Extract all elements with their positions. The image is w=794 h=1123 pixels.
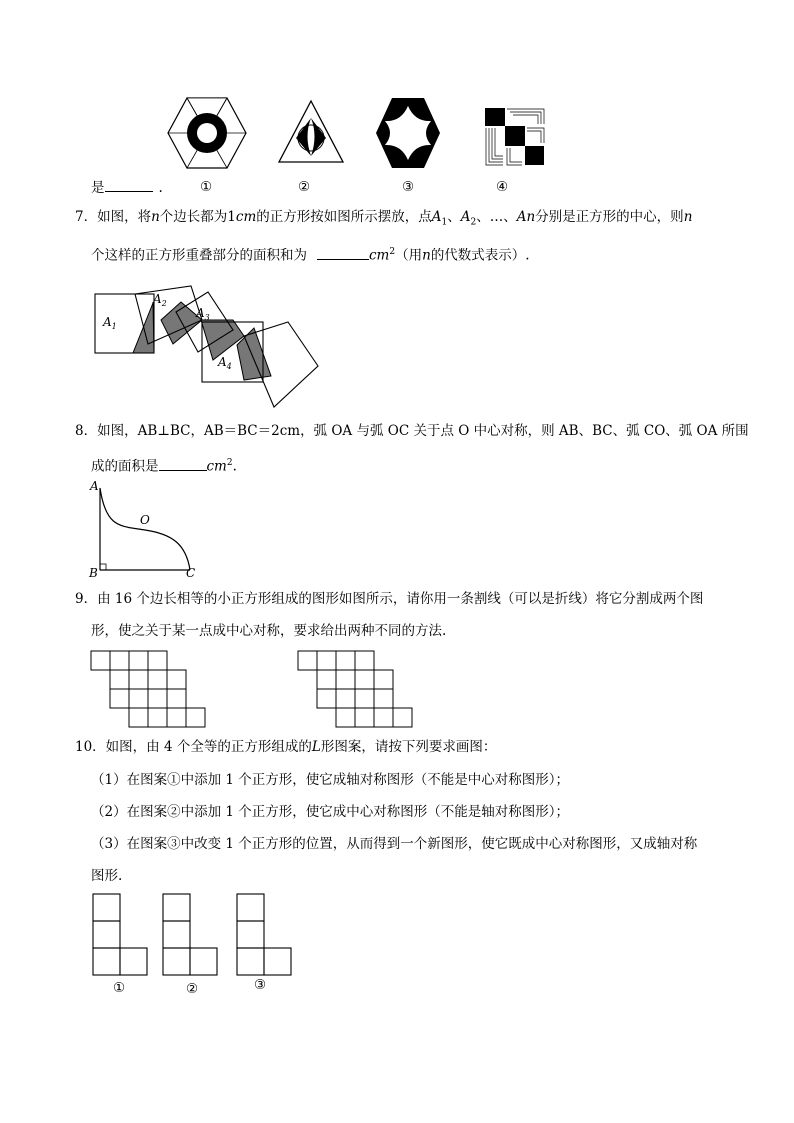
q7-text-b: 个边长都为: [159, 209, 228, 225]
q6-label-1: ①: [200, 179, 213, 195]
q7-unit-len: 1: [227, 209, 236, 225]
q10-letter-l: L: [311, 739, 321, 755]
q7-figure: [90, 280, 330, 410]
q6-label-4: ④: [496, 179, 509, 195]
q8-text-b: .: [232, 458, 237, 475]
q6-figure-3: [375, 96, 441, 170]
q8-label-b: B: [89, 566, 98, 580]
q7-label-a4: $A_4$: [218, 355, 232, 371]
q6-answer-line: [91, 177, 163, 198]
q7-label-a1: $A_1$: [103, 315, 117, 331]
q10-text-b: 形图案，请按下列要求画图：: [320, 739, 497, 755]
q10-item3: （3）在图案③中改变 1 个正方形的位置，从而得到一个新图形，使它既成中心对称图形，又成轴对称: [91, 836, 698, 852]
q8-sup: 2: [226, 458, 233, 468]
q10-figure-1: [92, 893, 150, 977]
q7-sup: 2: [389, 247, 396, 257]
q10-label-3: ③: [254, 977, 267, 993]
q7-var-n: n: [151, 209, 160, 225]
q10-label-2: ②: [186, 981, 199, 997]
q10-figure-2: [162, 893, 220, 977]
q10-line1: [75, 737, 496, 757]
q7-line2: [91, 242, 530, 266]
q8-blank[interactable]: [159, 456, 207, 471]
q7-text-h: 的代数式表示）.: [430, 247, 530, 264]
q7-label-a3: $A_3$: [196, 306, 210, 322]
q7-text-e: 分别是正方形的中心，则: [535, 209, 684, 225]
q7-point-a2: A: [460, 209, 471, 225]
q6-figure-1: [167, 97, 247, 169]
q8-figure: [88, 478, 208, 578]
q9-line2: 形，使之关于某一点成中心对称，要求给出两种不同的方法.: [91, 623, 447, 639]
q8-text-a: 成的面积是: [91, 458, 159, 475]
q8-label-c: C: [186, 566, 196, 580]
q7-var-n2: n: [683, 209, 693, 225]
q6-figure-4: [484, 107, 546, 167]
q7-text-c: 的正方形按如图所示摆放，点: [256, 209, 432, 225]
q6-figure-2: [278, 100, 344, 164]
q7-blank[interactable]: [317, 245, 369, 260]
q6-label-3: ③: [402, 179, 415, 195]
q8-line1: 8．如图，AB⊥BC，AB＝BC＝2cm，弧 OA 与弧 OC 关于点 O 中心对称，则 AB、BC、弧 CO、弧 OA 所围: [75, 423, 749, 439]
q6-prefix: 是: [91, 180, 105, 196]
q6-suffix: .: [158, 180, 163, 196]
q7-text-a: 7．如图，将: [75, 209, 152, 225]
q7-area-unit: cm: [369, 247, 390, 264]
q8-label-a: A: [90, 479, 99, 493]
q7-text-d: 、…、: [476, 209, 517, 225]
q7-unit-cm: cm: [235, 209, 257, 225]
q7-sub1: 1: [441, 217, 448, 228]
q9-grid-left: [90, 650, 208, 728]
q9-line1: 9．由 16 个边长相等的小正方形组成的图形如图所示，请你用一条割线（可以是折线）将它分割成两个图: [75, 591, 704, 607]
q7-point-an: An: [516, 209, 536, 225]
q10-item2: （2）在图案②中添加 1 个正方形，使它成中心对称图形（不能是轴对称图形）；: [91, 804, 570, 820]
q6-blank[interactable]: [105, 177, 153, 192]
q10-figure-3: [236, 893, 294, 977]
q7-text-f: 个这样的正方形重叠部分的面积和为: [91, 247, 307, 264]
q7-line1: [75, 207, 692, 233]
q7-label-a2: $A_2$: [153, 292, 167, 308]
q8-unit: cm: [206, 458, 227, 475]
q7-sub2: 2: [470, 217, 477, 228]
q8-line2: [91, 453, 237, 477]
q10-item3-cont: 图形.: [91, 868, 123, 884]
q8-label-o: O: [140, 513, 150, 527]
q7-point-a1: A: [431, 209, 442, 225]
q9-grid-right: [297, 650, 415, 728]
q6-label-2: ②: [298, 179, 311, 195]
q10-text-a: 10．如图，由 4 个全等的正方形组成的: [75, 739, 312, 755]
q10-label-1: ①: [113, 980, 126, 996]
q10-item1: （1）在图案①中添加 1 个正方形，使它成轴对称图形（不能是中心对称图形）；: [91, 772, 570, 788]
q7-sep: 、: [447, 209, 461, 225]
q7-text-g: （用: [395, 247, 423, 264]
q7-var-n3: n: [422, 247, 431, 264]
